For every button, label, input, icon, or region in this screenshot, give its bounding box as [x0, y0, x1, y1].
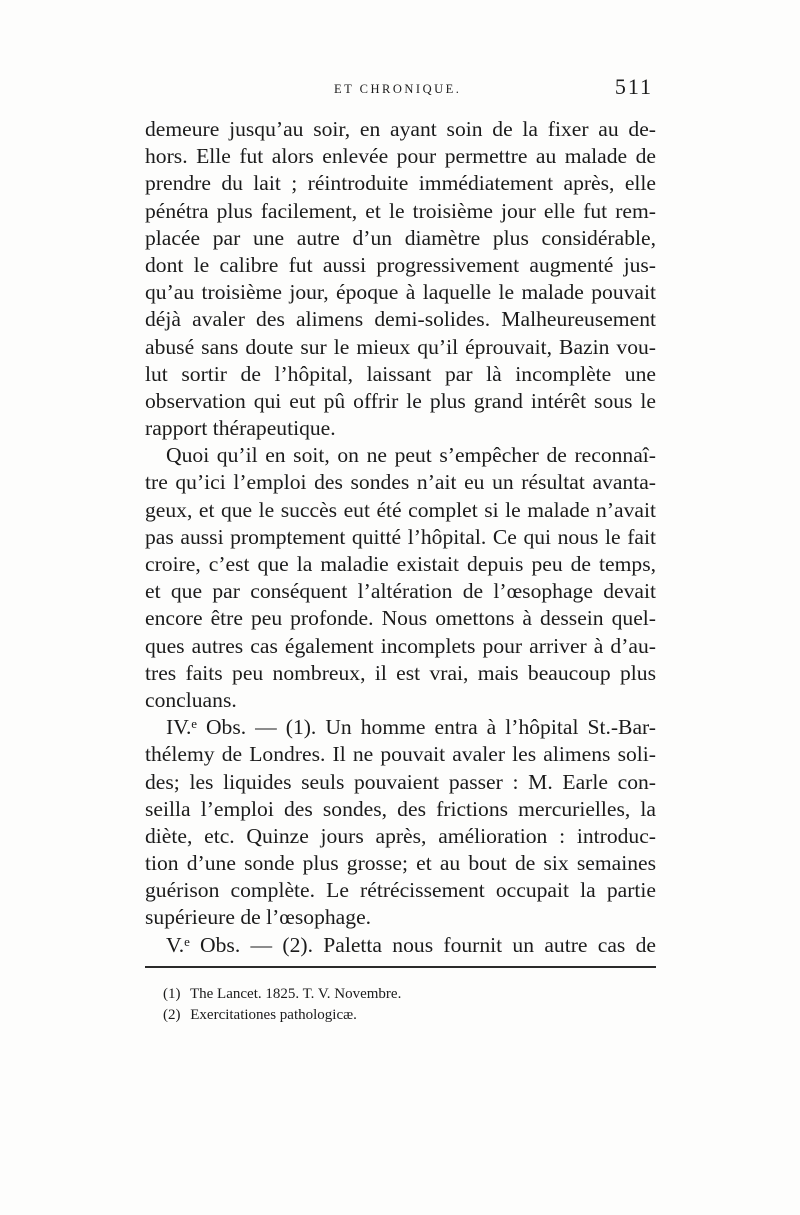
footnote-text: The Lancet. 1825. T. V. Novembre. — [189, 986, 402, 1002]
page-header — [150, 72, 655, 106]
body-text — [145, 116, 656, 959]
footnotes — [163, 984, 401, 1026]
text-line: pénétra plus facilement, et le troisième jour elle fut rem- — [145, 198, 656, 223]
footnote-text: Exercitationes pathologicæ. — [190, 1007, 357, 1023]
text-line: lut sortir de l’hôpital, laissant par là incomplète une — [145, 361, 656, 386]
text-line: tres faits peu nombreux, il est vrai, mais beaucoup plus — [145, 660, 656, 685]
text-line: rapport thérapeutique. — [145, 416, 336, 441]
text-line: et que par conséquent l’altération de l’œsophage devait — [145, 579, 656, 604]
text-line: seilla l’emploi des sondes, des frictions mercurielles, la — [145, 796, 656, 821]
text-line: tre qu’ici l’emploi des sondes n’ait eu un résultat avanta- — [145, 470, 656, 495]
footnote — [163, 984, 401, 1005]
footnote-mark: (2) — [163, 1007, 181, 1023]
text-line: encore être peu profonde. Nous omettons à dessein quel- — [145, 606, 656, 631]
paragraph — [145, 116, 656, 442]
text-line: V.ᵉ Obs. — (2). Paletta nous fournit un autre cas de — [166, 932, 656, 957]
text-line: observation qui eut pû offrir le plus grand intérêt sous le — [145, 388, 656, 413]
footnote-rule — [145, 966, 656, 968]
text-line: concluans. — [145, 687, 237, 712]
text-line: qu’au troisième jour, époque à laquelle le malade pouvait — [145, 280, 656, 305]
text-line: croire, c’est que la maladie existait depuis peu de temps, — [145, 552, 656, 576]
text-line: tion d’une sonde plus grosse; et au bout de six semaines — [145, 851, 656, 876]
text-line: pas aussi promptement quitté l’hôpital. Ce qui nous le fait — [145, 524, 656, 549]
footnote-mark: (1) — [163, 986, 181, 1002]
text-line: thélemy de Londres. Il ne pouvait avaler les alimens soli- — [145, 742, 656, 767]
text-line: geux, et que le succès eut été complet si le malade n’avait — [145, 497, 656, 522]
paragraph — [145, 932, 656, 959]
text-line: guérison complète. Le rétrécissement occupait la partie — [145, 878, 656, 903]
text-line: hors. Elle fut alors enlevée pour permettre au malade de — [145, 144, 656, 169]
text-line: demeure jusqu’au soir, en ayant soin de la fixer au de- — [145, 117, 656, 141]
page-number: 511 — [614, 74, 653, 99]
text-line: dont le calibre fut aussi progressivement augmenté jus- — [145, 252, 656, 277]
text-line: ques autres cas également incomplets pour arriver à d’au- — [145, 633, 656, 658]
text-line: supérieure de l’œsophage. — [145, 905, 372, 930]
footnote — [163, 1005, 401, 1026]
text-line: diète, etc. Quinze jours après, amélioration : introduc- — [145, 823, 656, 848]
running-head: ET CHRONIQUE. — [334, 82, 462, 96]
text-line: prendre du lait ; réintroduite immédiatement après, elle — [145, 171, 656, 196]
text-line: déjà avaler des alimens demi-solides. Malheureusement — [145, 307, 656, 332]
text-line: Quoi qu’il en soit, on ne peut s’empêcher de reconnaî- — [166, 443, 656, 468]
text-line: des; les liquides seuls pouvaient passer : M. Earle con- — [145, 769, 656, 794]
text-line: IV.ᵉ Obs. — (1). Un homme entra à l’hôpital St.-Bar- — [166, 715, 656, 740]
paragraph — [145, 714, 656, 932]
paragraph — [145, 442, 656, 714]
text-line: abusé sans doute sur le mieux qu’il éprouvait, Bazin vou- — [145, 334, 656, 359]
text-line: placée par une autre d’un diamètre plus considérable, — [145, 225, 656, 250]
